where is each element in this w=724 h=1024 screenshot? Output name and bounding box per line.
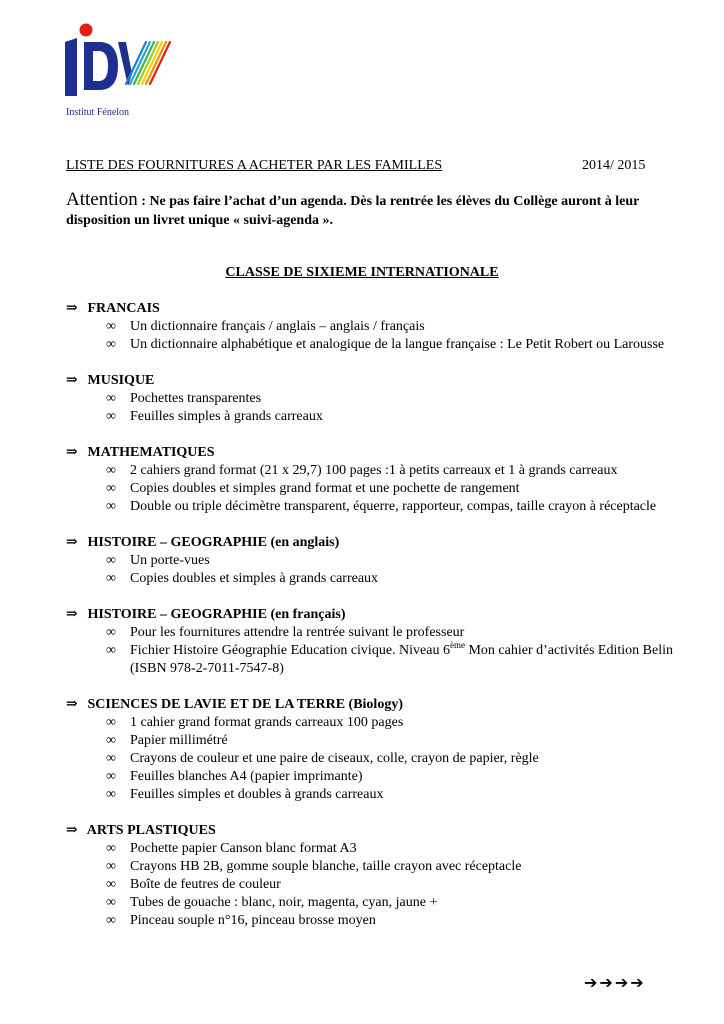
attention-text: : Ne pas faire l’achat d’un agenda. Dès la rentrée les élèves du Collège auront à leur disposition un livret unique « suivi-agenda ». xyxy=(66,194,640,228)
section-musique xyxy=(66,372,686,426)
section-title: HISTOIRE – GEOGRAPHIE (en français) xyxy=(87,607,346,622)
infinity-bullet-icon: ∞ xyxy=(106,859,116,874)
school-year: 2014/ 2015 xyxy=(582,158,646,173)
infinity-bullet-icon: ∞ xyxy=(106,787,116,802)
list-item: ∞ Un porte-vues xyxy=(106,553,210,568)
double-arrow-icon: ⇒ xyxy=(66,607,78,622)
infinity-bullet-icon: ∞ xyxy=(106,643,116,658)
double-arrow-icon: ⇒ xyxy=(66,535,78,550)
section-title: ARTS PLASTIQUES xyxy=(86,823,216,838)
supply-list xyxy=(66,300,686,948)
section-title: FRANCAIS xyxy=(87,301,160,316)
section-histoire-geo-anglais xyxy=(66,534,686,588)
section-histoire-geo-francais xyxy=(66,606,686,678)
double-arrow-icon: ⇒ xyxy=(66,445,78,460)
double-arrow-icon: ⇒ xyxy=(66,823,78,838)
class-title: CLASSE DE SIXIEME INTERNATIONALE xyxy=(225,265,499,280)
list-item: ∞ Feuilles blanches A4 (papier imprimante) xyxy=(106,769,363,784)
section-title: MATHEMATIQUES xyxy=(87,445,215,460)
list-item: ∞ Crayons HB 2B, gomme souple blanche, taille crayon avec réceptacle xyxy=(106,859,522,874)
infinity-bullet-icon: ∞ xyxy=(106,895,116,910)
infinity-bullet-icon: ∞ xyxy=(106,409,116,424)
section-heading xyxy=(66,696,686,714)
double-arrow-icon: ⇒ xyxy=(66,373,78,388)
infinity-bullet-icon: ∞ xyxy=(106,877,116,892)
list-item: ∞ 1 cahier grand format grands carreaux 100 pages xyxy=(106,715,404,730)
section-heading xyxy=(66,372,686,390)
list-title-line xyxy=(66,157,686,175)
attention-notice xyxy=(66,190,686,230)
section-heading xyxy=(66,534,686,552)
double-arrow-icon: ⇒ xyxy=(66,697,78,712)
infinity-bullet-icon: ∞ xyxy=(106,553,116,568)
list-item: ∞ Copies doubles et simples grand format et une pochette de rangement xyxy=(106,481,520,496)
section-sciences xyxy=(66,696,686,804)
infinity-bullet-icon: ∞ xyxy=(106,715,116,730)
list-item: ∞ Pinceau souple n°16, pinceau brosse moyen xyxy=(106,913,376,928)
continue-arrows-icon: ➔➔➔➔ xyxy=(584,975,646,992)
infinity-bullet-icon: ∞ xyxy=(106,913,116,928)
infinity-bullet-icon: ∞ xyxy=(106,337,116,352)
infinity-bullet-icon: ∞ xyxy=(106,499,116,514)
logo-caption: Institut Fénelon xyxy=(66,107,130,118)
section-title: HISTOIRE – GEOGRAPHIE (en anglais) xyxy=(87,535,340,550)
infinity-bullet-icon: ∞ xyxy=(106,625,116,640)
list-item: ∞ Feuilles simples à grands carreaux xyxy=(106,409,323,424)
list-item: ∞ Copies doubles et simples à grands carreaux xyxy=(106,571,379,586)
section-heading xyxy=(66,444,686,462)
section-heading xyxy=(66,822,686,840)
list-item: ∞ Tubes de gouache : blanc, noir, magenta, cyan, jaune + xyxy=(106,895,438,910)
institut-fenelon-logo xyxy=(62,22,172,100)
list-item: ∞ Boîte de feutres de couleur xyxy=(106,877,281,892)
list-item: ∞ Fichier Histoire Géographie Education civique. Niveau 6ème Mon cahier d’activités Edition Belin (ISBN 978-2-7011-7547-8) xyxy=(106,640,673,676)
infinity-bullet-icon: ∞ xyxy=(106,391,116,406)
double-arrow-icon: ⇒ xyxy=(66,301,78,316)
list-item: ∞ Feuilles simples et doubles à grands carreaux xyxy=(106,787,384,802)
infinity-bullet-icon: ∞ xyxy=(106,571,116,586)
section-francais xyxy=(66,300,686,354)
infinity-bullet-icon: ∞ xyxy=(106,319,116,334)
section-title: SCIENCES DE LAVIE ET DE LA TERRE (Biology) xyxy=(87,697,403,712)
infinity-bullet-icon: ∞ xyxy=(106,769,116,784)
section-heading xyxy=(66,300,686,318)
list-item: ∞ 2 cahiers grand format (21 x 29,7) 100 pages :1 à petits carreaux et 1 à grands carreaux xyxy=(106,463,618,478)
section-mathematiques xyxy=(66,444,686,516)
section-title: MUSIQUE xyxy=(87,373,155,388)
list-item: ∞ Pochettes transparentes xyxy=(106,391,262,406)
section-heading xyxy=(66,606,686,624)
list-item: ∞ Un dictionnaire français / anglais – anglais / français xyxy=(106,319,425,334)
list-item: ∞ Pochette papier Canson blanc format A3 xyxy=(106,841,357,856)
infinity-bullet-icon: ∞ xyxy=(106,751,116,766)
list-item: ∞ Double ou triple décimètre transparent, équerre, rapporteur, compas, taille crayon à réceptacle xyxy=(106,499,657,514)
infinity-bullet-icon: ∞ xyxy=(106,733,116,748)
infinity-bullet-icon: ∞ xyxy=(106,481,116,496)
list-item: ∞ Crayons de couleur et une paire de ciseaux, colle, crayon de papier, règle xyxy=(106,751,539,766)
infinity-bullet-icon: ∞ xyxy=(106,463,116,478)
attention-label: Attention xyxy=(66,189,138,210)
list-title: LISTE DES FOURNITURES A ACHETER PAR LES FAMILLES xyxy=(66,158,443,173)
list-item: ∞ Un dictionnaire alphabétique et analogique de la langue française : Le Petit Robert ou Larousse xyxy=(106,337,665,352)
list-item: ∞ Papier millimétré xyxy=(106,733,228,748)
section-arts-plastiques xyxy=(66,822,686,930)
list-item: ∞ Pour les fournitures attendre la rentrée suivant le professeur xyxy=(106,625,465,640)
infinity-bullet-icon: ∞ xyxy=(106,841,116,856)
